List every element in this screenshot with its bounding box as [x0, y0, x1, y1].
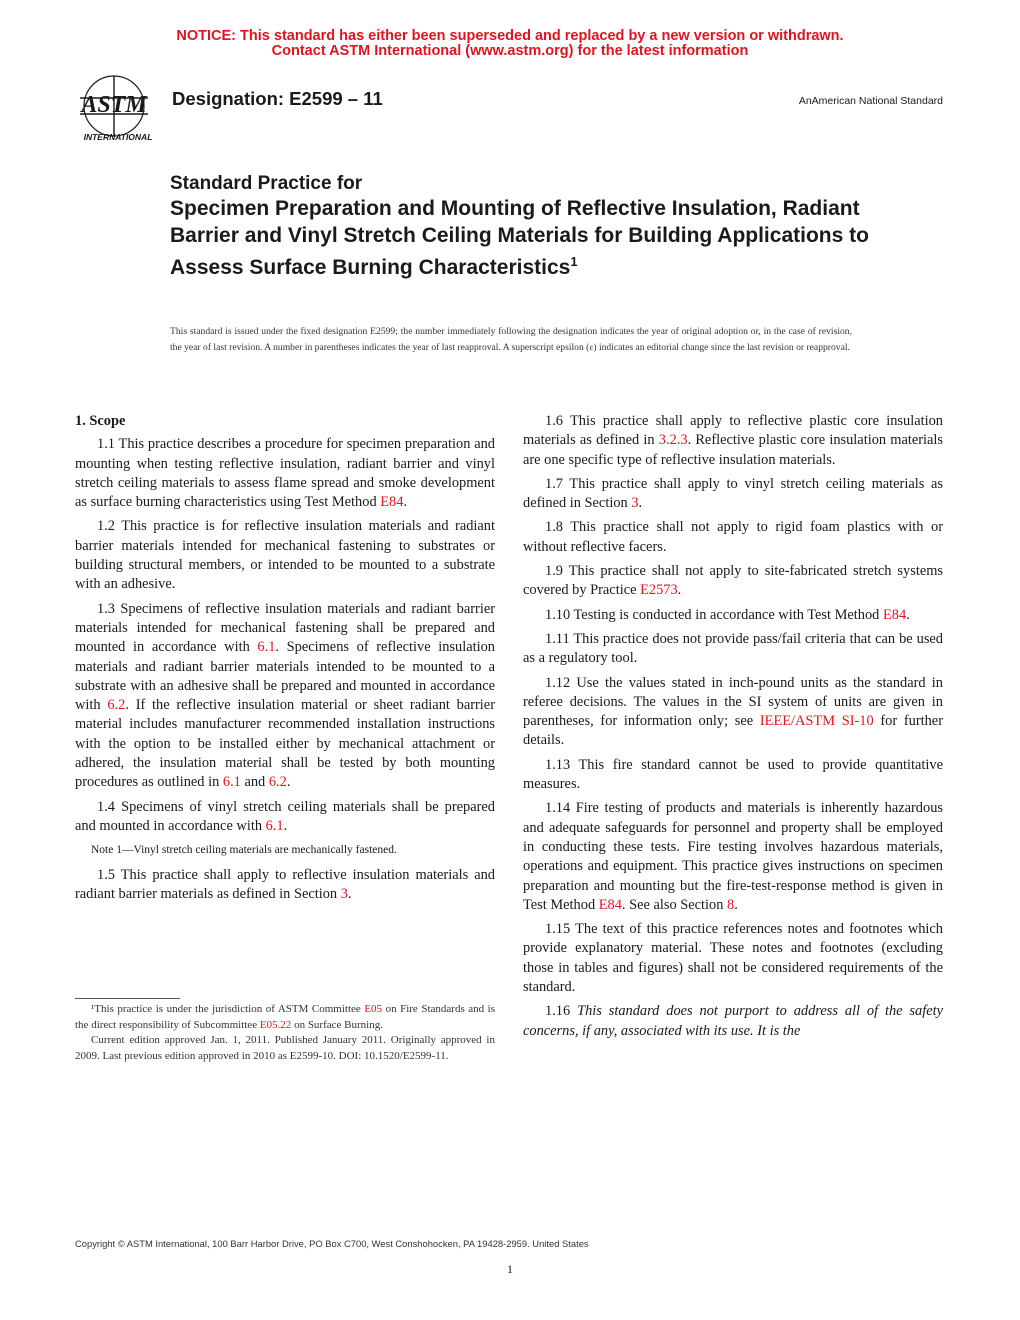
paragraph-1-13: 1.13 This fire standard cannot be used to provide quantitative measures. [523, 756, 943, 793]
document-title [170, 172, 870, 282]
paragraph-1-16: 1.16 This standard does not purport to address all of the safety concerns, if any, associated with its use. It is the [523, 1003, 943, 1039]
title-footnote-mark: 1 [570, 254, 578, 269]
link-3-2-3[interactable]: 3.2.3 [658, 432, 688, 449]
paragraph-1-7: 1.7 This practice shall apply to vinyl stretch ceiling materials as defined in Section 3. [523, 475, 943, 512]
paragraph-1-12: 1.12 Use the values stated in inch-pound units as the standard in referee decisions. The values in the SI system of units are given in parentheses, for information only; see IEEE/ASTM SI-10 for further details. [523, 674, 943, 749]
link-6-1[interactable]: 6.1 [265, 817, 284, 834]
link-6-1[interactable]: 6.1 [222, 774, 241, 791]
issued-statement: This standard is issued under the fixed designation E2599; the number immediately following the designation indicates the year of original adoption or, in the case of revision, the year of last revision. A number in parentheses indicates the year of last reapproval. A superscript epsilon (ε) indicates an editorial change since the last revision or reapproval. [170, 326, 852, 353]
note-1: Note 1—Vinyl stretch ceiling materials are mechanically fastened. [91, 844, 397, 857]
link-section-3[interactable]: 3 [631, 495, 639, 512]
link-e84[interactable]: E84 [882, 606, 907, 623]
link-6-2[interactable]: 6.2 [107, 697, 126, 714]
paragraph-1-5: 1.5 This practice shall apply to reflective insulation materials and radiant barrier materials as defined in Section 3. [75, 866, 495, 902]
paragraph-1-8: 1.8 This practice shall not apply to rigid foam plastics with or without reflective facers. [523, 519, 943, 555]
copyright: Copyright © ASTM International, 100 Barr Harbor Drive, PO Box C700, West Conshohocken, PA 19428-2959. United States [75, 1238, 589, 1249]
logo-text: ASTM [81, 92, 147, 118]
link-section-3[interactable]: 3 [340, 885, 348, 902]
paragraph-1-6: 1.6 This practice shall apply to reflective plastic core insulation materials as defined in 3.2.3. Reflective plastic core insulation materials are one specific type of reflective insulation materials. [523, 413, 943, 468]
paragraph-1-3: 1.3 Specimens of reflective insulation materials and radiant barrier materials intended for mechanical fastening shall be prepared and mounted in accordance with 6.1. Specimens of reflective insulation materials and radiant barrier materials intended to be mounted to a substrate with an adhesive shall be prepared and mounted in accordance with 6.2. If the reflective insulation material or sheet radiant barrier material includes manufacturer recommended installation instructions with the option to be installed either by mechanical attachment or adhered, the insulation material shall be tested by both mounting procedures as outlined in 6.1 and 6.2. [75, 600, 495, 791]
link-6-2[interactable]: 6.2 [268, 774, 287, 791]
footnotes [75, 1002, 495, 1064]
footnote-1: ¹This practice is under the jurisdiction of ASTM Committee E05 on Fire Standards and is the direct responsibility of Subcommittee E05.22 on Surface Burning. [75, 1003, 495, 1031]
link-e05[interactable]: E05 [364, 1003, 383, 1015]
link-e84[interactable]: E84 [380, 494, 404, 511]
paragraph-1-1: 1.1 This practice describes a procedure for specimen preparation and mounting when testing reflective insulation, radiant barrier and vinyl stretch ceiling materials to assess flame spread and smoke development as surface burning characteristics using Test Method E84. [75, 436, 495, 511]
page-number: 1 [507, 1262, 513, 1276]
title-main [170, 196, 870, 282]
paragraph-1-14: 1.14 Fire testing of products and materials is inherently hazardous and adequate safeguards for personnel and property shall be employed in conducting these tests. Fire testing involves hazardous materials, operations and equipment. This practice gives instructions on specimen preparation and mounting but the fire-test-response method is given in Test Method E84. See also Section 8. [523, 800, 943, 913]
paragraph-1-4: 1.4 Specimens of vinyl stretch ceiling materials shall be prepared and mounted in accordance with 6.1. [75, 798, 495, 834]
paragraph-1-9: 1.9 This practice shall not apply to site-fabricated stretch systems covered by Practice E2573. [523, 563, 943, 599]
safety-statement: This standard does not purport to address all of the safety concerns, if any, associated with its use. It is the [523, 1003, 943, 1039]
link-e2573[interactable]: E2573 [640, 582, 678, 599]
paragraph-1-10: 1.10 Testing is conducted in accordance with Test Method E84. [545, 606, 910, 623]
link-ieee-astm-si-10[interactable]: IEEE/ASTM SI-10 [759, 713, 874, 730]
title-prefix: Standard Practice for [170, 173, 363, 194]
link-6-1[interactable]: 6.1 [257, 639, 276, 656]
notice-line-1: NOTICE: This standard has either been superseded and replaced by a new version or withdrawn. [176, 28, 844, 44]
scope-heading: 1. Scope [75, 413, 126, 429]
title-main-text: Specimen Preparation and Mounting of Reflective Insulation, Radiant Barrier and Vinyl Stretch Ceiling Materials for Building Applications to Assess Surface Burning Characteristics [170, 197, 869, 279]
logo-subtext: INTERNATIONAL [83, 132, 153, 142]
designation: Designation: E2599 – 11 [172, 88, 383, 109]
left-column [75, 412, 495, 909]
notice-line-2: Contact ASTM International (www.astm.org) for the latest information [271, 43, 749, 59]
american-national-standard: AnAmerican National Standard [798, 95, 943, 107]
paragraph-1-2: 1.2 This practice is for reflective insulation materials and radiant barrier materials intended for mechanical fastening to substrates or building structural members, or intended to be mounted to a substrate with an adhesive. [75, 518, 495, 593]
right-column [523, 412, 943, 1046]
footnote-divider [75, 998, 180, 999]
link-e84[interactable]: E84 [598, 896, 622, 913]
footnote-edition: Current edition approved Jan. 1, 2011. Published January 2011. Originally approved in 2009. Last previous edition approved in 2010 as E2599-10. DOI: 10.1520/E2599-11. [75, 1034, 495, 1062]
link-e05-22[interactable]: E05.22 [259, 1018, 292, 1031]
link-section-8[interactable]: 8 [727, 896, 735, 913]
astm-logo [72, 72, 164, 150]
paragraph-1-15: 1.15 The text of this practice references notes and footnotes which provide explanatory material. These notes and footnotes (excluding those in tables and figures) shall not be considered requirements of the standard. [523, 921, 943, 996]
paragraph-1-11: 1.11 This practice does not provide pass/fail criteria that can be used as a regulatory tool. [523, 630, 943, 667]
